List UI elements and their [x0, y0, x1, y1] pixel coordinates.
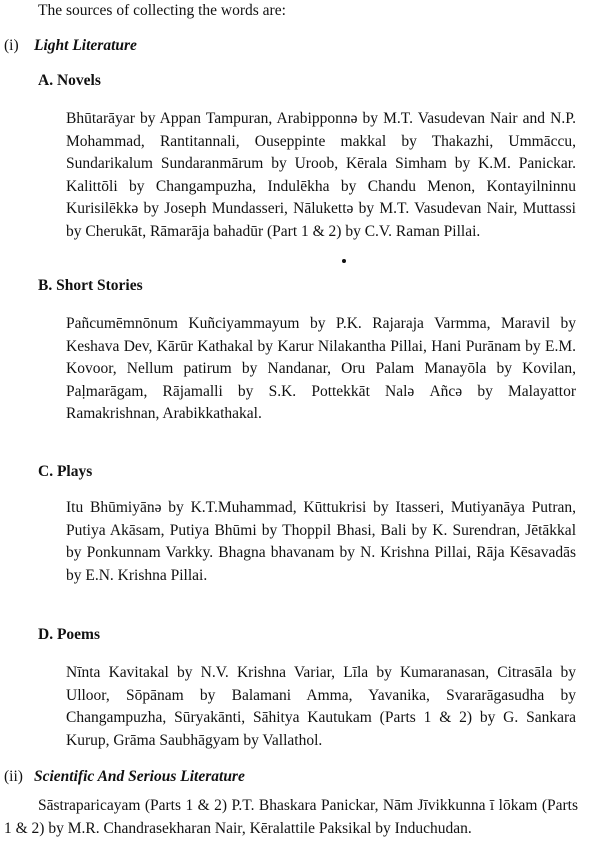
- part-number: (i): [4, 37, 19, 54]
- section-heading-novels: A. Novels: [38, 72, 101, 89]
- section-text-scientific: Sāstraparicayam (Parts 1 & 2) P.T. Bhaskara Panickar, Nām Jīvikkunna ī lōkam (Parts 1 & 2) by M.R. Chandrasekharan Nair, Kēralattile Paksikal by Induchudan.: [4, 797, 578, 837]
- part-title: Light Literature: [34, 37, 137, 54]
- intro-line: The sources of collecting the words are:: [38, 2, 286, 19]
- part-heading-scientific-literature: [4, 768, 245, 786]
- section-heading-plays: C. Plays: [38, 463, 93, 480]
- section-heading-short-stories: B. Short Stories: [38, 277, 143, 294]
- part-number: (ii): [4, 768, 23, 785]
- section-text-plays: Itu Bhūmiyānә by K.T.Muhammad, Kūttukrisi by Itasseri, Mutiyanāya Putran, Putiya Akāsam, Putiya Bhūmi by Thoppil Bhasi, Bali by K. Surendran, Jētākkal by Ponkunnam Varkky. Bhagna bhavanam by N. Krishna Pillai, Rāja Kēsavadās by E.N. Krishna Pillai.: [66, 499, 576, 584]
- section-text-poems: Nīnta Kavitakal by N.V. Krishna Variar, Līla by Kumaranasan, Citrasāla by Ulloor, Sōpānam by Balamani Amma, Yavanika, Svararāgasudha by Changampuzha, Sūryakānti, Sāhitya Kautukam (Parts 1 & 2) by G. Sankara Kurup, Grāma Saubhāgyam by Vallathol.: [66, 664, 576, 749]
- section-text-short-stories: Pañcumēmnōnum Kuñciyammayum by P.K. Rajaraja Varmma, Maravil by Keshava Dev, Kārūr Kathakal by Karur Nilakantha Pillai, Hani Purānam by E.M. Kovoor, Nellum patirum by Nandanar, Oru Palam Manayōla by Kovilan, Paḷmarāgam, Rājamalli by S.K. Pottekkāt Nalә Añcә by Malayattor Ramakrishnan, Arabikkathakal.: [66, 315, 576, 422]
- section-heading-poems: D. Poems: [38, 626, 100, 643]
- part-heading-light-literature: [4, 37, 137, 55]
- section-text-novels: Bhūtarāyar by Appan Tampuran, Arabipponnә by M.T. Vasudevan Nair and N.P. Mohammad, Rantitannali, Ouseppinte makkal by Thakazhi, Ummāccu, Sundarikalum Sundaranmārum by Uroob, Kērala Simham by K.M. Panickar. Kalittōli by Changampuzha, Indulēkha by Chandu Menon, Kontayilninnu Kurisilēkkә by Joseph Mundasseri, Nālukettә by M.T. Vasudevan Nair, Muttassi by Cherukāt, Rāmarāja bahadūr (Part 1 & 2) by C.V. Raman Pillai.: [66, 110, 576, 240]
- stray-dot: [342, 259, 346, 263]
- part-title: Scientific And Serious Literature: [34, 768, 245, 785]
